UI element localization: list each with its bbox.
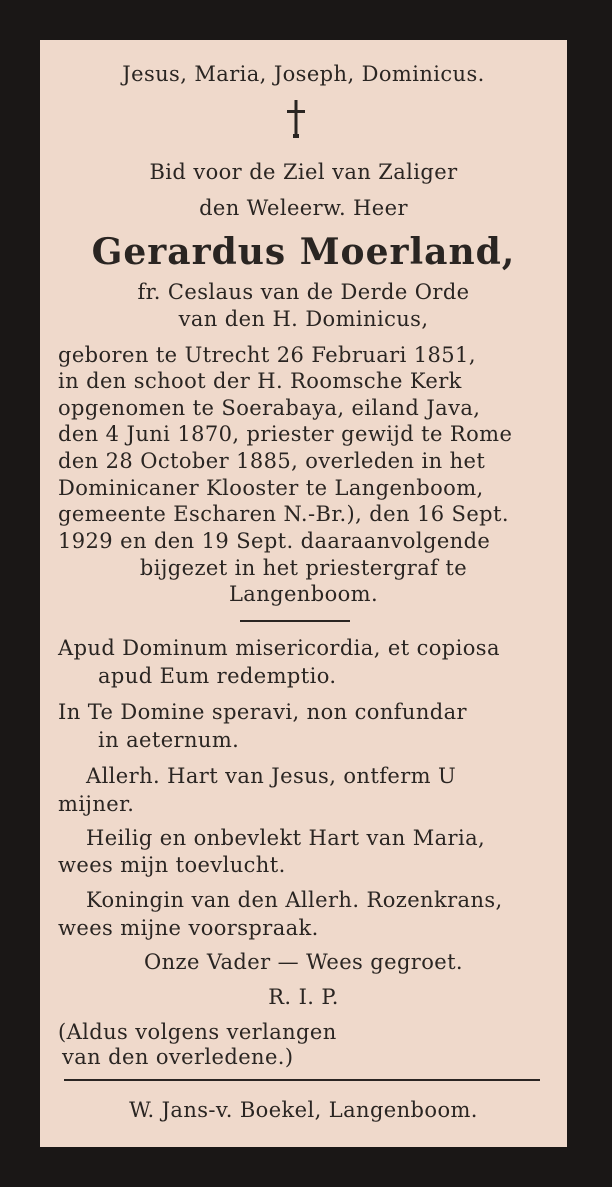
bio-line: Langenboom. [228, 582, 379, 606]
bio-line: gemeente Escharen N.-Br.), den 16 Sept. [58, 502, 509, 526]
bio-line: opgenomen te Soerabaya, eiland Java, [58, 396, 481, 420]
order-line-2: van den H. Dominicus, [178, 307, 429, 331]
prayer-line: Koningin van den Allerh. Rozenkrans, [86, 888, 503, 912]
prayer-line: in aeternum. [98, 728, 240, 752]
bio-line: bijgezet in het priestergraf te [139, 556, 468, 580]
prayer-line: In Te Domine speravi, non confundar [58, 700, 467, 724]
bio-line: geboren te Utrecht 26 Februari 1851, [58, 343, 476, 367]
footer-divider [64, 1079, 540, 1081]
rip-line: R. I. P. [268, 985, 339, 1009]
intro-line-1: Bid voor de Ziel van Zaliger [149, 160, 458, 184]
prayer-line: apud Eum redemptio. [98, 664, 337, 688]
deceased-name: Gerardus Moerland, [91, 231, 516, 273]
card-paper [40, 40, 567, 1147]
prayer-line: wees mijne voorspraak. [58, 916, 319, 940]
bio-line: Dominicaner Klooster te Langenboom, [58, 476, 484, 500]
bio-line: in den schoot der H. Roomsche Kerk [58, 369, 462, 393]
order-line-1: fr. Ceslaus van de Derde Orde [137, 280, 470, 304]
printer-line: W. Jans-v. Boekel, Langenboom. [129, 1098, 478, 1122]
invocation-line: Jesus, Maria, Joseph, Dominicus. [122, 62, 485, 86]
prayer-line: wees mijn toevlucht. [58, 853, 286, 877]
prayer-line: Allerh. Hart van Jesus, ontferm U [86, 764, 457, 788]
intro-line-2: den Weleerw. Heer [199, 196, 408, 220]
prayer-line: Onze Vader — Wees gegroet. [143, 950, 464, 974]
section-divider [240, 620, 350, 622]
prayer-line: Heilig en onbevlekt Hart van Maria, [86, 826, 486, 850]
prayer-line: (Aldus volgens verlangen [58, 1020, 337, 1044]
bio-line: den 4 Juni 1870, priester gewijd te Rome [58, 422, 513, 446]
prayer-line: Apud Dominum misericordia, et copiosa [58, 636, 500, 660]
latin-cross-icon [286, 98, 306, 140]
bio-line: 1929 en den 19 Sept. daaraanvolgende [58, 529, 491, 553]
bio-line: den 28 October 1885, overleden in het [58, 449, 486, 473]
prayer-line: van den overledene.) [62, 1045, 294, 1069]
prayer-line: mijner. [58, 792, 135, 816]
